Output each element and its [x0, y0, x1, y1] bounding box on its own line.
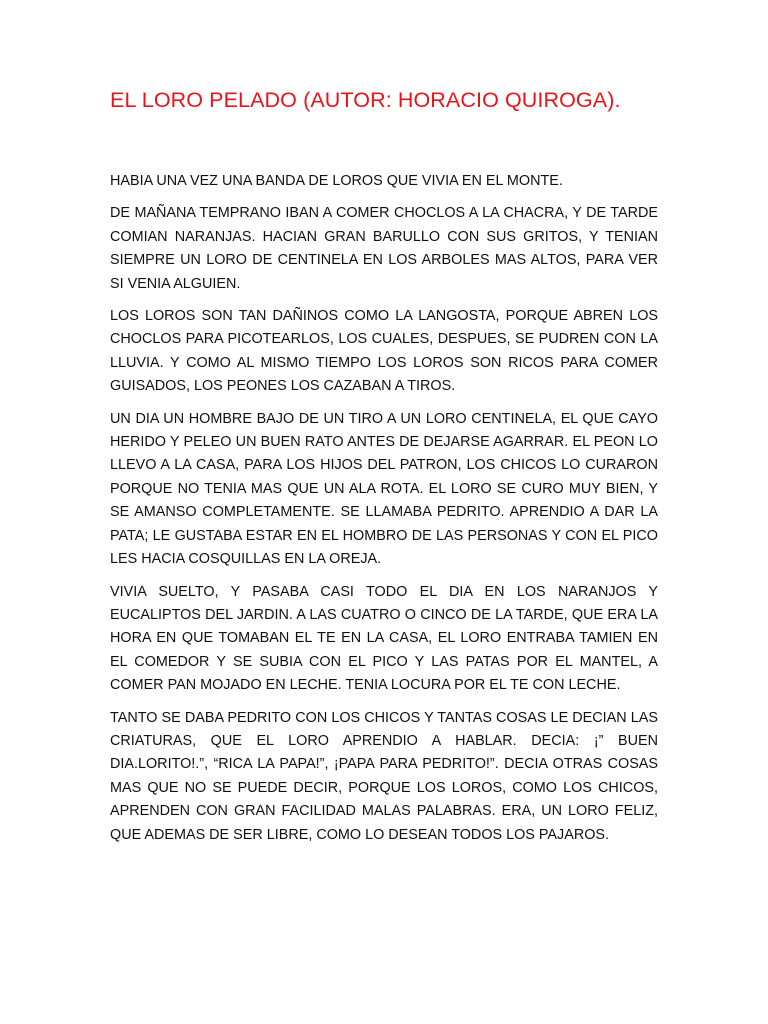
document-title: EL LORO PELADO (AUTOR: HORACIO QUIROGA). [110, 88, 621, 112]
paragraph: DE MAÑANA TEMPRANO IBAN A COMER CHOCLOS A LA CHACRA, Y DE TARDE COMIAN NARANJAS. HACIAN GRAN BARULLO CON SUS GRITOS, Y TENIAN SIEMPRE UN LORO DE CENTINELA EN LOS ARBOLES MAS ALTOS, PARA VER SI VENIA ALGUIEN. [110, 205, 658, 292]
document-body [110, 170, 658, 856]
paragraph: TANTO SE DABA PEDRITO CON LOS CHICOS Y TANTAS COSAS LE DECIAN LAS CRIATURAS, QUE EL LORO APRENDIO A HABLAR. DECIA: ¡” BUEN DIA.LORITO!.”, “RICA LA PAPA!”, ¡PAPA PARA PEDRITO!”. DECIA OTRAS COSAS MAS QUE NO SE PUEDE DECIR, PORQUE LOS LOROS, COMO LOS CHICOS, APRENDEN CON GRAN FACILIDAD MALAS PALABRAS. ERA, UN LORO FELIZ, QUE ADEMAS DE SER LIBRE, COMO LO DESEAN TODOS LOS PAJAROS. [110, 709, 658, 843]
paragraph: VIVIA SUELTO, Y PASABA CASI TODO EL DIA EN LOS NARANJOS Y EUCALIPTOS DEL JARDIN. A LAS CUATRO O CINCO DE LA TARDE, QUE ERA LA HORA EN QUE TOMABAN EL TE EN LA CASA, EL LORO ENTRABA TAMIEN EN EL COMEDOR Y SE SUBIA CON EL PICO Y LAS PATAS POR EL MANTEL, A COMER PAN MOJADO EN LECHE. TENIA LOCURA POR EL TE CON LECHE. [110, 583, 658, 694]
paragraph: HABIA UNA VEZ UNA BANDA DE LOROS QUE VIVIA EN EL MONTE. [110, 173, 563, 189]
paragraph: UN DIA UN HOMBRE BAJO DE UN TIRO A UN LORO CENTINELA, EL QUE CAYO HERIDO Y PELEO UN BUEN RATO ANTES DE DEJARSE AGARRAR. EL PEON LO LLEVO A LA CASA, PARA LOS HIJOS DEL PATRON, LOS CHICOS LO CURARON PORQUE NO TENIA MAS QUE UN ALA ROTA. EL LORO SE CURO MUY BIEN, Y SE AMANSO COMPLETAMENTE. SE LLAMABA PEDRITO. APRENDIO A DAR LA PATA; LE GUSTABA ESTAR EN EL HOMBRO DE LAS PERSONAS Y CON EL PICO LES HACIA COSQUILLAS EN LA OREJA. [110, 410, 658, 568]
paragraph: LOS LOROS SON TAN DAÑINOS COMO LA LANGOSTA, PORQUE ABREN LOS CHOCLOS PARA PICOTEARLOS, LOS CUALES, DESPUES, SE PUDREN CON LA LLUVIA. Y COMO AL MISMO TIEMPO LOS LOROS SON RICOS PARA COMER GUISADOS, LOS PEONES LOS CAZABAN A TIROS. [110, 308, 658, 395]
